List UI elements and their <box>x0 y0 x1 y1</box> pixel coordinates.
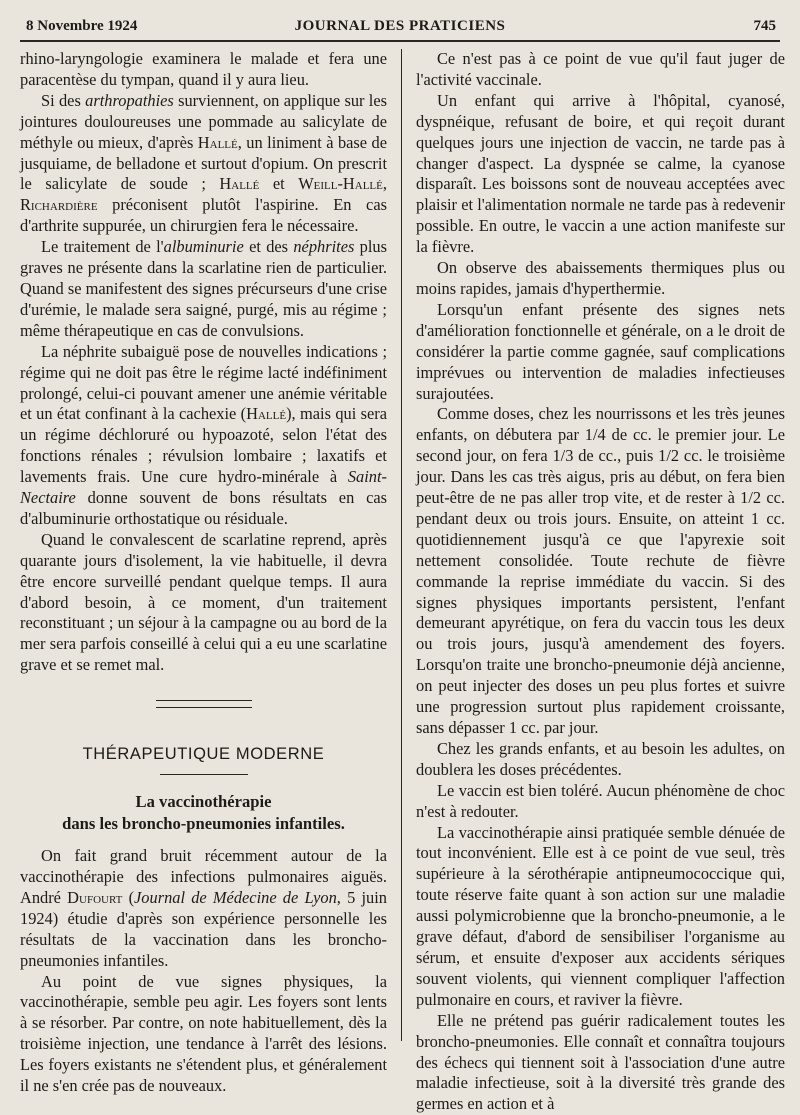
running-header <box>20 14 780 42</box>
author-name: Richardière <box>20 195 98 215</box>
paragraph: La vaccinothérapie ainsi pratiquée semble dénuée de tout inconvénient. Elle est à ce point de vue seul, très supérieure à la sérothérapie antipneumococcique qui, toute réserve faite quant à son action sur une maladie aussi polymicrobienne que la broncho-pneumonie, a le grave défaut, d'abord de sensibiliser l'organisme au sérum, et ensuite d'exposer aux accidents sériques souvent violents, qui viennent compliquer l'affection pulmonaire en cours, et raviver la fièvre. <box>416 822 785 1009</box>
italic-term: Saint-Nectaire <box>20 467 387 508</box>
journal-citation: Journal de Médecine de Lyon <box>134 887 337 907</box>
text-run: , 5 juin 1924) étudie d'après son expérience personnelle les résultats de la vaccination dans les broncho-pneumonies infantiles. <box>20 887 387 970</box>
italic-term: néphrites <box>293 237 355 257</box>
paragraph: Lorsqu'un enfant présente des signes nets d'amélioration fonctionnelle et générale, on a le droit de considérer la partie comme gagnée, sauf complications imprévues ou intervention de maladies infectieuses surajoutées. <box>416 299 785 403</box>
section-title: THÉRAPEUTIQUE MODERNE <box>82 745 325 764</box>
text-run: préconisent plutôt l'aspirine. En cas d'arthrite suppurée, un chirurgien fera le nécessaire. <box>20 195 387 236</box>
text-run: On fait grand bruit récemment autour de la vaccinothérapie des infections pulmonaires aiguës. André <box>20 846 387 907</box>
paragraph: On observe des abaissements thermiques plus ou moins rapides, jamais d'hyperthermie. <box>416 258 785 298</box>
text-run: Le traitement de l' <box>41 237 164 257</box>
author-name: Weill-Hallé <box>298 174 383 194</box>
paragraph: Un enfant qui arrive à l'hôpital, cyanosé, dyspnéique, refusant de boire, et qui reçoit durant quelques jours une injection de vaccin, ne tarde pas à changer d'aspect. La dyspnée se calme, la cyanose disparaît. Les boissons sont de nouveau acceptées avec plaisir et l'alimentation normale ne tarde pas à redevenir possible. En outre, le vaccin a une action manifeste sur la fièvre. <box>416 90 785 257</box>
author-name: Dufourt <box>67 887 123 907</box>
paragraph: Elle ne prétend pas guérir radicalement toutes les broncho-pneumonies. Elle connaît et connaîtra toujours des échecs qui tiennent soit à l'association d'une autre maladie infectieuse, soit à la diversité très grande des germes en action et à <box>416 1010 785 1114</box>
italic-term: albuminurie <box>163 237 244 257</box>
paragraph: Le vaccin est bien toléré. Aucun phénomène de choc n'est à redouter. <box>416 780 785 821</box>
text-run: et des <box>243 237 294 257</box>
text-run: surviennent, on applique sur les jointures douloureuses une pommade au salicylate de méthyle ou mieux, d'après <box>20 90 387 152</box>
header-journal-title: JOURNAL DES PRATICIENS <box>294 18 506 34</box>
paragraph-intro <box>20 846 387 971</box>
author-name: Hallé <box>197 132 238 152</box>
section-separator <box>156 700 252 708</box>
header-date: 8 Novembre 1924 <box>26 18 138 34</box>
article-title-line-1: La vaccinothérapie <box>135 792 272 812</box>
header-page-number: 745 <box>753 18 776 34</box>
text-run: plus graves ne présente dans la scarlatine rien de particulier. Quand se manifestent des signes précurseurs d'une crise d'urémie, le malade sera saigné, purgé, mis au régime ; même thérapeutique en cas de convulsions. <box>20 237 387 340</box>
paragraph-albuminurie <box>20 237 387 342</box>
paragraph-nephrite <box>20 342 387 530</box>
right-column <box>416 49 785 1114</box>
paragraph-convalescent: Quand le convalescent de scarlatine reprend, après quarante jours d'isolement, la vie habituelle, il devra être encore surveillé pendant quelque temps. Il aura d'abord besoin, à ce moment, d'un traitement reconstituant ; un séjour à la campagne ou au bord de la mer sera parfois conseillé à celui qui a eu une scarlatine grave et se remet mal. <box>20 529 387 675</box>
section-title-rule <box>160 774 248 775</box>
paragraph-signes-physiques: Au point de vue signes physiques, la vaccinothérapie, semble peu agir. Les foyers sont lents à se résorber. Par contre, on note habituellement, dès la troisième injection, une tendance à l'arrêt des lésions. Les foyers existants ne s'étendent plus, et généralement il ne s'en crée pas de nouveaux. <box>20 971 387 1096</box>
text-run: donne souvent de bons résultats en cas d'albuminurie orthostatique ou résiduale. <box>20 488 387 528</box>
left-column <box>20 49 387 1096</box>
column-divider <box>401 49 402 1041</box>
paragraph-doses: Comme doses, chez les nourrissons et les très jeunes enfants, on débutera par 1/4 de cc. le premier jour. Le second jour, on fera 1/3 de cc., puis 1/2 cc. le troisième jour. Dans les cas très aigus, pris au début, on fera bien peut-être de ne pas aller trop vite, et de rester à 1/2 cc. pendant deux ou trois jours. Ensuite, on atteint 1 cc. quotidiennement jusqu'à ce que l'apyrexie soit nettement consolidée. Toute rechute de fièvre commande la reprise immédiate du vaccin. Si des signes physiques importants persistent, l'enfant demeurant apyrétique, on fera du vaccin tous les deux ou trois jours, jusqu'à amendement des foyers. Lorsqu'on traite une broncho-pneumonie déjà ancienne, on peut injecter des doses un peu plus fortes et suivre une progression surtout plus rapidement croissante, sans dépasser 1 cc. par jour. <box>416 404 785 737</box>
author-name: Hallé <box>219 174 260 194</box>
article-title <box>20 791 387 835</box>
text-run: Si des <box>41 90 86 110</box>
paragraph-arthropathies <box>20 91 387 237</box>
text-run: , un liniment à base de jusquiame, de belladone et surtout d'opium. On prescrit le salicylate de soude ; <box>20 132 387 194</box>
text-run: ( <box>122 887 135 907</box>
text-run: La néphrite subaiguë pose de nouvelles indications ; régime qui ne doit pas être le régime lacté indéfiniment prolongé, celui-ci pouvant amener une anémie véritable et un état confinant à la cachexie ( <box>20 341 387 424</box>
text-run: et <box>259 174 299 194</box>
author-name: Hallé <box>246 404 287 424</box>
paragraph: Ce n'est pas à ce point de vue qu'il faut juger de l'activité vaccinale. <box>416 49 785 89</box>
text-run: ), mais qui sera un régime déchloruré ou hypoazoté, selon l'état des fonctions rénales ; révulsion lombaire ; laxatifs et lavements frais. Une cure hydro-minérale à <box>20 404 387 487</box>
article-title-line-2: dans les broncho-pneumonies infantiles. <box>62 814 345 834</box>
paragraph: Chez les grands enfants, et au besoin les adultes, on doublera les doses précédentes. <box>416 738 785 779</box>
text-run: , <box>382 174 387 194</box>
italic-term: arthropathies <box>85 90 174 110</box>
paragraph: rhino-laryngologie examinera le malade et fera une paracentèse du tympan, quand il y aura lieu. <box>20 49 387 89</box>
